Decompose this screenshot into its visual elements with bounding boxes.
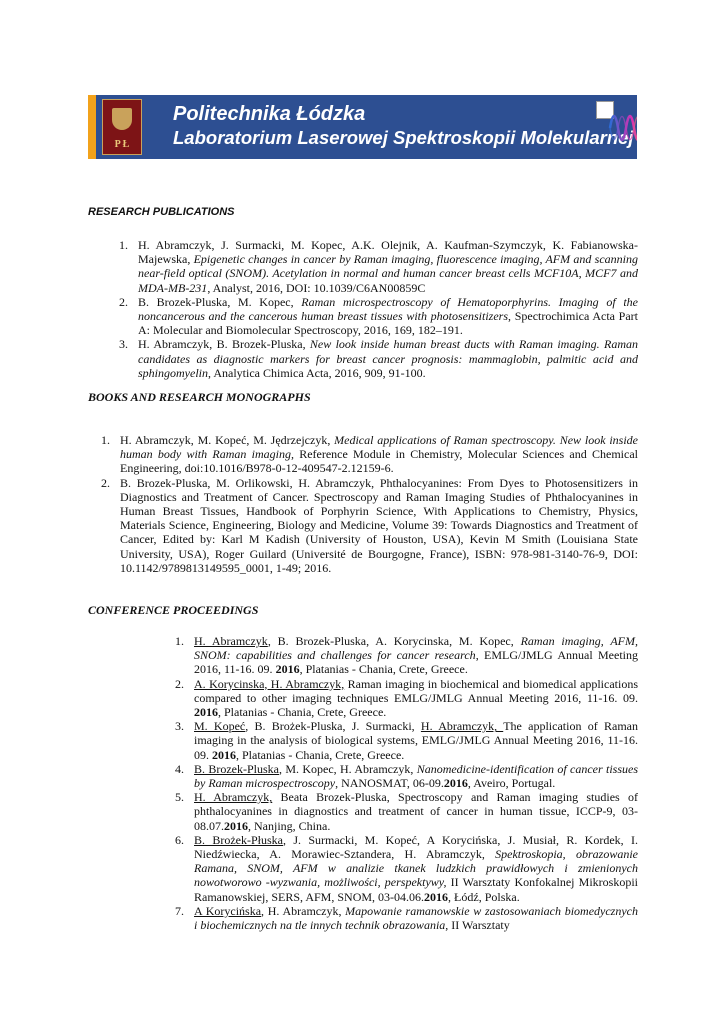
- location: , Łódź, Polska.: [448, 889, 520, 904]
- title: Raman imaging, AFM, SNOM: capabilities and challenges for cancer research: [194, 634, 639, 663]
- banner-stripe: [88, 95, 96, 159]
- section-heading-books: BOOKS AND RESEARCH MONOGRAPHS: [88, 390, 311, 404]
- reference: , Analyst, 2016, DOI: 10.1039/C6AN00859C: [207, 280, 426, 295]
- location: , Aveiro, Portugal.: [467, 776, 556, 791]
- authors: Raman imaging in biochemical and biomedical applications compared to other imaging techniques EMLG/JMLG Annual Meeting 2016, 11-16. 09.: [194, 676, 638, 705]
- authors: H. Abramczyk, B. Brozek-Pluska,: [138, 337, 310, 352]
- item-number: 5.: [175, 790, 184, 805]
- authors: , J. Surmacki, M. Kopeć, A Korycińska, J. Musiał, R. Kordek, I. Niedźwiecka, A. Morawiec-Sztandera, H. Abramczyk,: [194, 832, 638, 862]
- list-item: [101, 475, 638, 575]
- list-item: [175, 790, 638, 833]
- list-item: [119, 294, 638, 338]
- header-banner: [88, 95, 637, 159]
- year: 2016: [424, 889, 449, 904]
- authors: , M. Kopec, H. Abramczyk,: [279, 761, 417, 776]
- venue: , EMLG/JMLG Annual Meeting 2016, 11-16. 09.: [194, 648, 638, 677]
- title: Mapowanie ramanowskie w zastosowaniach biomedycznych i biochemicznych na tle innych technik obrazowania: [194, 903, 638, 933]
- crest-label: P Ł: [114, 139, 130, 150]
- underlined-author: H. Abramczyk,: [194, 790, 273, 805]
- item-number: 1.: [175, 634, 184, 648]
- reference: , Spectrochimica Acta Part A: Molecular and Biomolecular Spectroscopy, 2016, 169, 182–191.: [138, 309, 638, 338]
- underlined-author: B. Brozek-Pluska: [194, 761, 279, 776]
- item-number: 2.: [119, 294, 128, 309]
- underlined-author: A. Korycinska, H. Abramczyk,: [194, 676, 345, 691]
- list-item: [119, 337, 638, 380]
- year: 2016: [212, 747, 236, 762]
- section-heading-research: RESEARCH PUBLICATIONS: [88, 206, 235, 218]
- authors: , B. Brożek-Pluska, J. Surmacki,: [245, 719, 421, 734]
- item-number: 1.: [101, 433, 110, 447]
- underlined-author: H. Abramczyk,: [420, 719, 504, 734]
- university-name: Politechnika Łódzka: [173, 103, 366, 125]
- list-item: [101, 433, 638, 476]
- title: New look inside human breast ducts with Raman imaging. Raman candidates as diagnostic markers for breast cancer prognosis: mammaglobin, palmitic acid and sphingomyelin: [138, 337, 638, 380]
- title: Raman microspectroscopy of Hematoporphyrins. Imaging of the noncancerous and the cancerous human breast tissues with photosensitizers: [138, 294, 638, 324]
- location: , Platanias - Chania, Crete, Greece.: [299, 662, 468, 677]
- list-item: [175, 719, 638, 762]
- authors: , H. Abramczyk,: [261, 903, 346, 918]
- reference: Reference Module in Chemistry, Molecular Sciences and Chemical Engineering, doi:10.1016/B978-0-12-409547-2.12159-6.: [120, 447, 638, 476]
- authors: B. Brozek-Pluska, M. Kopec,: [138, 294, 302, 309]
- item-number: 4.: [175, 761, 184, 776]
- authors: H. Abramczyk, M. Kopeć, M. Jędrzejczyk,: [120, 433, 335, 447]
- underlined-author: H. Abramczyk: [194, 634, 268, 648]
- venue: II Warsztaty Konfokalnej Mikroskopii Ramanowskiej, SERS, AFM, SNOM, 03-04.06.: [194, 875, 639, 904]
- location: , Platanias - Chania, Crete, Greece.: [218, 705, 387, 720]
- list-item: [175, 903, 638, 933]
- list-item: [175, 634, 639, 677]
- year: 2016: [194, 705, 218, 720]
- underlined-author: A Korycińska: [194, 903, 262, 918]
- list-item: [175, 832, 639, 904]
- authors: Beata Brozek-Pluska, Spectroscopy and Raman imaging studies of phthalocyanines in diagnostics and treatment of cancer in human tissue, ICCP-9, 03-08.07.: [194, 790, 638, 833]
- authors: H. Abramczyk, J. Surmacki, M. Kopec, A.K. Olejnik, A. Kaufman-Szymczyk, K. Fabianowska-Majewska,: [138, 238, 638, 267]
- title: Medical applications of Raman spectroscopy. New look inside human body with Raman imaging,: [120, 433, 638, 462]
- research-list: [119, 238, 638, 380]
- university-crest-logo: [102, 99, 142, 155]
- item-number: 3.: [119, 337, 128, 352]
- venue: , NANOSMAT, 06-09.: [335, 776, 444, 791]
- item-number: 6.: [175, 832, 184, 847]
- list-item: [119, 238, 638, 295]
- reference: , Analytica Chimica Acta, 2016, 909, 91-100.: [208, 365, 426, 380]
- item-number: 2.: [175, 676, 184, 691]
- year: 2016: [443, 776, 468, 791]
- books-list: [101, 433, 638, 575]
- title: Epigenetic changes in cancer by Raman imaging, fluorescence imaging, AFM and scanning near-field optical (SNOM). Acetylation in normal and human cancer breast cells MCF10A, MCF7 and MDA-MB-231: [138, 252, 638, 295]
- location: , Nanjing, China.: [248, 818, 331, 833]
- list-item: [175, 676, 638, 720]
- spectrum-wave-logo: [608, 99, 637, 157]
- section-heading-conference: CONFERENCE PROCEEDINGS: [88, 603, 259, 617]
- title: Nanomedicine-identification of cancer tissues by Raman microspectroscopy: [194, 761, 639, 791]
- authors: , B. Brozek-Pluska, A. Korycinska, M. Kopec,: [267, 634, 521, 648]
- laboratory-name: Laboratorium Laserowej Spektroskopii Molekularnej: [173, 127, 634, 148]
- venue: The application of Raman imaging in the analysis of biological systems, EMLG/JMLG Annual Meeting 2016, 11-16. 09.: [194, 719, 638, 762]
- underlined-author: M. Kopeć: [194, 719, 246, 734]
- item-number: 2.: [101, 475, 110, 490]
- list-item: [175, 761, 639, 791]
- location: , Platanias - Chania, Crete, Greece.: [236, 747, 405, 762]
- item-number: 1.: [119, 238, 128, 252]
- item-number: 3.: [175, 719, 184, 734]
- year: 2016: [275, 662, 300, 677]
- conference-list: [175, 634, 639, 933]
- year: 2016: [224, 818, 248, 833]
- venue: , II Warsztaty: [445, 918, 510, 933]
- item-number: 7.: [175, 903, 184, 918]
- underlined-author: B. Brożek-Płuska: [194, 832, 283, 847]
- title: Spektroskopia, obrazowanie Ramana, SNOM, AFM w analizie tkanek ludzkich prawidłowych i zmienionych nowotworowo -wyzwania, możliwości, perspektywy,: [194, 847, 639, 890]
- reference: B. Brozek-Pluska, M. Orlikowski, H. Abramczyk, Phthalocyanines: From Dyes to Photosensitizers in Diagnostics and Treatment of Cancer. Spectroscopy and Raman Imaging Studies of Phthalocyanines in Human Breast Tissues, Handbook of Porphyrin Science, With Applications to Chemistry, Physics, Materials Science, Engineering, Biology and Medicine, Volume 39: Towards Diagnostics and Treatment of Cancer, Edited by: Karl M Kadish (University of Houston, USA), Kevin M Smith (Louisiana State University, USA), Roger Guilard (Université de Bourgogne, France), ISBN: 978-981-3140-76-9, DOI: 10.1142/9789813149595_0001, 1-49; 2016.: [120, 475, 638, 575]
